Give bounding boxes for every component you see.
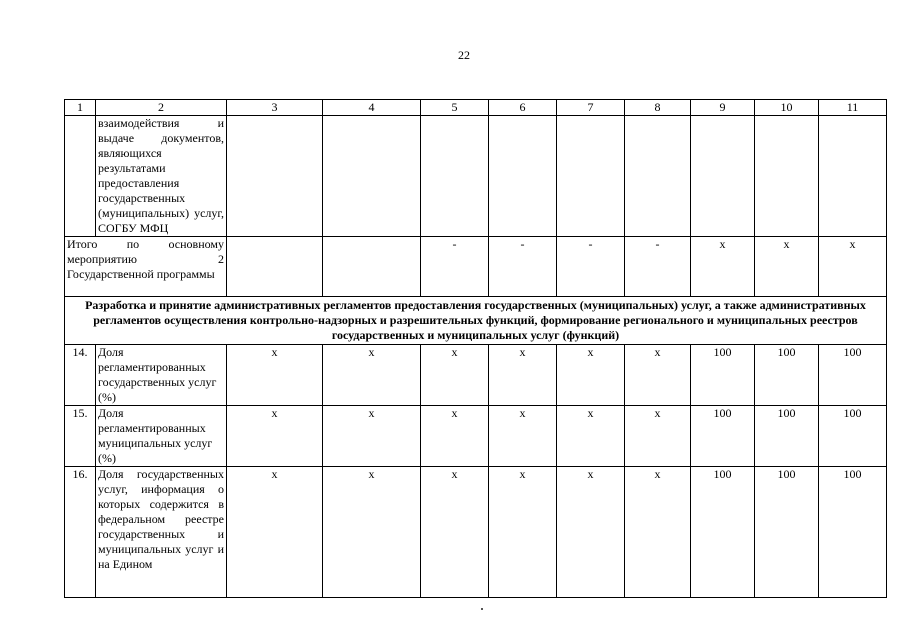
- column-header: 6: [489, 100, 557, 116]
- total-label: Итого по основному мероприятию 2 Государственной программы: [65, 237, 227, 297]
- table-cell: [819, 116, 887, 237]
- table-cell: x: [819, 237, 887, 297]
- table-cell: x: [755, 237, 819, 297]
- column-number-row: [65, 100, 887, 116]
- table-cell: -: [625, 237, 691, 297]
- row-number: 15.: [65, 406, 96, 467]
- table-cell: [227, 237, 323, 297]
- scan-speck: [481, 608, 483, 610]
- table-cell: [323, 116, 421, 237]
- table-cell: x: [625, 467, 691, 598]
- table-cell: 100: [691, 345, 755, 406]
- table-cell: [691, 116, 755, 237]
- table-row: [65, 406, 887, 467]
- column-header: 7: [557, 100, 625, 116]
- table-cell: x: [227, 467, 323, 598]
- table-cell: x: [557, 467, 625, 598]
- page-number: 22: [458, 48, 470, 62]
- table-cell: [557, 116, 625, 237]
- table-cell: [227, 116, 323, 237]
- column-header: 1: [65, 100, 96, 116]
- column-header: 4: [323, 100, 421, 116]
- table-cell: x: [489, 406, 557, 467]
- column-header: 11: [819, 100, 887, 116]
- table-row: [65, 116, 887, 237]
- row-name: взаимодействия и выдаче документов, являющихся результатами предоставления государственных (муниципальных) услуг, СОГБУ МФЦ: [96, 116, 227, 237]
- total-row: [65, 237, 887, 297]
- table-cell: x: [421, 406, 489, 467]
- column-header: 3: [227, 100, 323, 116]
- row-name: Доля регламентированных муниципальных услуг (%): [96, 406, 227, 467]
- table-cell: [489, 116, 557, 237]
- section-title: Разработка и принятие административных регламентов предоставления государственных (муниципальных) услуг, а также административных регламентов осуществления контрольно-надзорных и разрешительных функций, формирование регионального и муниципальных реестров государственных и муниципальных услуг (функций): [65, 297, 887, 345]
- table-cell: x: [625, 345, 691, 406]
- table-cell: x: [421, 345, 489, 406]
- table-cell: [625, 116, 691, 237]
- table-cell: x: [227, 345, 323, 406]
- table-cell: x: [323, 406, 421, 467]
- table-cell: x: [489, 345, 557, 406]
- table-cell: [755, 116, 819, 237]
- table-cell: x: [625, 406, 691, 467]
- table-cell: 100: [819, 467, 887, 598]
- row-name: Доля государственных услуг, информация о которых содержится в федеральном реестре государственных и муниципальных услуг и на Едином: [96, 467, 227, 598]
- column-header: 2: [96, 100, 227, 116]
- row-number: [65, 116, 96, 237]
- table-cell: -: [557, 237, 625, 297]
- column-header: 10: [755, 100, 819, 116]
- indicator-table: [64, 99, 887, 598]
- table-cell: 100: [819, 406, 887, 467]
- table-row: [65, 467, 887, 598]
- table-cell: [421, 116, 489, 237]
- column-header: 9: [691, 100, 755, 116]
- table-cell: 100: [819, 345, 887, 406]
- table-cell: -: [421, 237, 489, 297]
- table-cell: 100: [755, 345, 819, 406]
- table-cell: x: [227, 406, 323, 467]
- table-cell: 100: [691, 406, 755, 467]
- table-cell: 100: [691, 467, 755, 598]
- row-number: 16.: [65, 467, 96, 598]
- table-cell: x: [557, 345, 625, 406]
- table-cell: x: [323, 345, 421, 406]
- table-cell: 100: [755, 406, 819, 467]
- table-cell: x: [557, 406, 625, 467]
- table-cell: x: [691, 237, 755, 297]
- table-row: [65, 345, 887, 406]
- table-cell: x: [489, 467, 557, 598]
- table-cell: -: [489, 237, 557, 297]
- column-header: 5: [421, 100, 489, 116]
- row-number: 14.: [65, 345, 96, 406]
- table-cell: [323, 237, 421, 297]
- table-cell: 100: [755, 467, 819, 598]
- row-name: Доля регламентированных государственных услуг (%): [96, 345, 227, 406]
- table-cell: x: [323, 467, 421, 598]
- section-row: [65, 297, 887, 345]
- table-cell: x: [421, 467, 489, 598]
- column-header: 8: [625, 100, 691, 116]
